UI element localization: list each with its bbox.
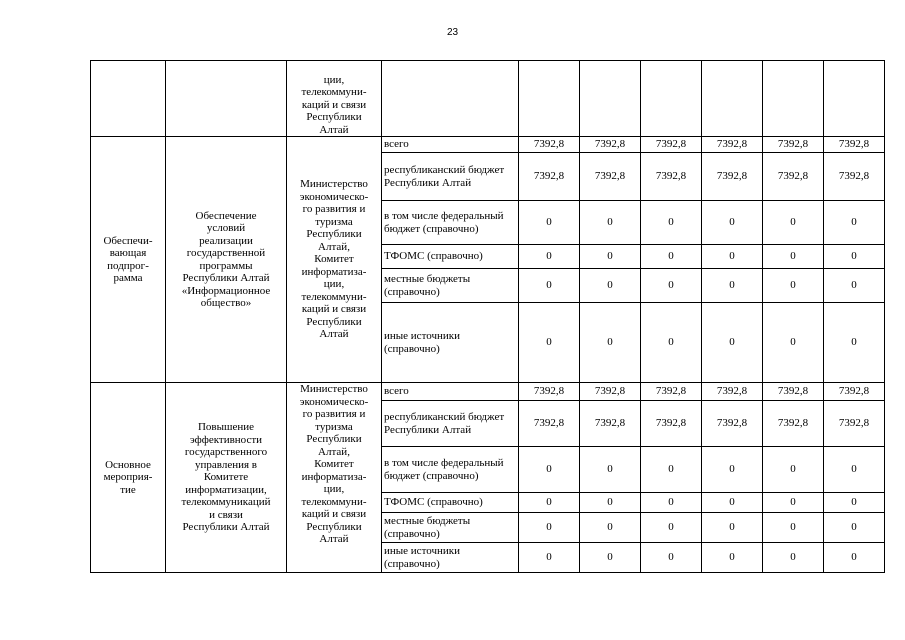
value-cell: 7392,8	[763, 153, 824, 201]
value-cell: 0	[763, 303, 824, 383]
cell-line: телекоммуникаций	[181, 496, 271, 509]
cell-line: общество»	[200, 297, 252, 309]
funding-source-cell: республиканский бюджет Республики Алтай	[382, 153, 519, 201]
value-cell: 0	[641, 513, 702, 543]
cont-empty-cell	[519, 61, 580, 137]
cell-line: Алтай	[319, 533, 349, 545]
value-cell: 0	[824, 493, 885, 513]
value-cell: 0	[702, 269, 763, 303]
cont-empty-cell	[763, 61, 824, 137]
cell-line: информатиза-	[301, 265, 367, 278]
cell-line: ции,	[323, 73, 345, 86]
value-cell: 7392,8	[641, 383, 702, 401]
value-cell: 7392,8	[519, 383, 580, 401]
funding-source-cell: всего	[382, 137, 519, 153]
cell-line: Республики Алтай	[182, 272, 270, 284]
page-number: 23	[446, 27, 459, 38]
value-cell: 0	[763, 447, 824, 493]
value-cell: 0	[824, 245, 885, 269]
cell-line: эффективности	[189, 433, 263, 446]
cell-line: подпрог-	[107, 259, 149, 272]
value-cell: 0	[641, 493, 702, 513]
value-cell: 0	[580, 245, 641, 269]
cell-line: информатиза-	[301, 470, 367, 483]
value-cell: 7392,8	[763, 383, 824, 401]
executor-cell	[287, 383, 382, 573]
value-cell: 0	[519, 245, 580, 269]
cell-line: ции,	[323, 278, 345, 291]
value-cell: 0	[824, 513, 885, 543]
cont-name-cell	[166, 61, 287, 137]
cont-empty-cell	[702, 61, 763, 137]
value-cell: 7392,8	[702, 383, 763, 401]
value-cell: 0	[763, 543, 824, 573]
value-cell: 0	[641, 543, 702, 573]
cell-line: вающая	[109, 247, 147, 259]
value-cell: 7392,8	[519, 137, 580, 153]
value-cell: 0	[641, 447, 702, 493]
value-cell: 7392,8	[519, 401, 580, 447]
cell-line: каций и связи	[301, 98, 367, 111]
value-cell: 0	[702, 543, 763, 573]
funding-source-cell: всего	[382, 383, 519, 401]
value-cell: 0	[580, 447, 641, 493]
value-cell: 0	[824, 201, 885, 245]
value-cell: 0	[580, 269, 641, 303]
cell-line: Республики	[306, 111, 362, 123]
measure-name-cell	[166, 137, 287, 383]
cell-line: Комитете	[203, 471, 249, 484]
cell-line: «Информационное	[181, 284, 271, 297]
value-cell: 0	[641, 269, 702, 303]
funding-source-cell: местные бюджеты (справочно)	[382, 269, 519, 303]
value-cell: 7392,8	[824, 137, 885, 153]
value-cell: 0	[641, 201, 702, 245]
funding-source-cell: иные источники (справочно)	[382, 303, 519, 383]
value-cell: 0	[702, 447, 763, 493]
cell-line: Алтай,	[318, 240, 350, 253]
value-cell: 7392,8	[824, 401, 885, 447]
cell-line: Республики	[306, 433, 362, 445]
value-cell: 7392,8	[641, 401, 702, 447]
value-cell: 7392,8	[580, 401, 641, 447]
value-cell: 0	[580, 201, 641, 245]
cell-line: телекоммуни-	[301, 495, 367, 508]
continuation-row	[91, 61, 885, 137]
value-cell: 7392,8	[763, 401, 824, 447]
value-cell: 0	[519, 543, 580, 573]
cont-status-cell	[91, 61, 166, 137]
value-cell: 7392,8	[824, 383, 885, 401]
cell-line: туризма	[315, 215, 353, 228]
cell-line: телекоммуни-	[301, 86, 367, 98]
cell-line: и связи	[209, 508, 243, 521]
cell-line: Республики	[306, 520, 362, 533]
value-cell: 0	[519, 303, 580, 383]
value-cell: 0	[824, 543, 885, 573]
status-cell	[91, 137, 166, 383]
funding-source-cell: в том числе федеральный бюджет (справочно)	[382, 201, 519, 245]
table-row	[91, 137, 885, 153]
cell-line: Республики Алтай	[182, 521, 270, 534]
cont-empty-cell	[382, 61, 519, 137]
value-cell: 0	[580, 303, 641, 383]
value-cell: 0	[702, 303, 763, 383]
value-cell: 0	[702, 201, 763, 245]
value-cell: 0	[763, 245, 824, 269]
cell-line: тие	[120, 483, 136, 496]
cell-line: го развития и	[302, 408, 366, 420]
funding-source-cell: иные источники (справочно)	[382, 543, 519, 573]
value-cell: 0	[580, 513, 641, 543]
cont-empty-cell	[580, 61, 641, 137]
value-cell: 0	[519, 269, 580, 303]
budget-table	[90, 60, 885, 573]
status-cell	[91, 383, 166, 573]
cell-line: Основное	[105, 458, 151, 471]
value-cell: 0	[702, 513, 763, 543]
cell-line: рамма	[113, 272, 143, 284]
cell-line: программы	[199, 259, 253, 272]
cell-line: Министерство	[300, 178, 368, 191]
cell-line: Министерство	[300, 383, 368, 395]
cell-line: туризма	[315, 420, 353, 433]
cell-line: управления в	[195, 458, 257, 471]
value-cell: 7392,8	[641, 153, 702, 201]
value-cell: 7392,8	[580, 153, 641, 201]
value-cell: 0	[580, 493, 641, 513]
cell-line: мероприя-	[103, 471, 153, 484]
value-cell: 7392,8	[702, 153, 763, 201]
value-cell: 0	[763, 493, 824, 513]
funding-source-cell: ТФОМС (справочно)	[382, 245, 519, 269]
cell-line: Комитет	[314, 458, 354, 470]
cell-line: Алтай	[319, 328, 349, 341]
table-row	[91, 383, 885, 401]
funding-source-cell: республиканский бюджет Республики Алтай	[382, 401, 519, 447]
cell-line: ции,	[323, 483, 345, 495]
value-cell: 0	[519, 447, 580, 493]
value-cell: 0	[519, 493, 580, 513]
value-cell: 0	[702, 493, 763, 513]
cell-line: государственной	[186, 247, 266, 259]
value-cell: 7392,8	[580, 137, 641, 153]
cell-line: Республики	[306, 228, 362, 241]
value-cell: 0	[641, 245, 702, 269]
value-cell: 0	[763, 201, 824, 245]
cell-line: Республики	[306, 315, 362, 328]
value-cell: 0	[702, 245, 763, 269]
cell-line: Обеспечение	[195, 209, 257, 222]
value-cell: 0	[641, 303, 702, 383]
value-cell: 0	[824, 447, 885, 493]
cont-executor-cell	[287, 61, 382, 137]
cell-line: каций и связи	[301, 508, 367, 520]
cell-line: информатизации,	[185, 483, 267, 496]
value-cell: 7392,8	[702, 401, 763, 447]
cell-line: го развития и	[302, 203, 366, 216]
cell-line: телекоммуни-	[301, 290, 367, 303]
executor-cell	[287, 137, 382, 383]
cell-line: экономическо-	[299, 395, 369, 408]
value-cell: 0	[763, 513, 824, 543]
cell-line: государственного	[184, 446, 268, 459]
cont-empty-cell	[641, 61, 702, 137]
cell-line: Комитет	[314, 253, 354, 266]
cont-empty-cell	[824, 61, 885, 137]
cell-line: Алтай	[319, 123, 349, 136]
funding-source-cell: ТФОМС (справочно)	[382, 493, 519, 513]
cell-line: Обеспечи-	[103, 234, 153, 247]
cell-line: экономическо-	[299, 190, 369, 203]
value-cell: 7392,8	[824, 153, 885, 201]
value-cell: 0	[824, 269, 885, 303]
value-cell: 0	[824, 303, 885, 383]
cell-line: Алтай,	[318, 445, 350, 458]
cell-line: каций и связи	[301, 303, 367, 316]
value-cell: 0	[519, 513, 580, 543]
funding-source-cell: в том числе федеральный бюджет (справочно)	[382, 447, 519, 493]
cell-line: Повышение	[197, 421, 255, 434]
value-cell: 7392,8	[580, 383, 641, 401]
value-cell: 0	[763, 269, 824, 303]
value-cell: 7392,8	[519, 153, 580, 201]
value-cell: 0	[519, 201, 580, 245]
cell-line: реализации	[199, 234, 253, 247]
value-cell: 7392,8	[702, 137, 763, 153]
value-cell: 0	[580, 543, 641, 573]
cell-line: условий	[206, 222, 246, 234]
measure-name-cell	[166, 383, 287, 573]
value-cell: 7392,8	[763, 137, 824, 153]
funding-source-cell: местные бюджеты (справочно)	[382, 513, 519, 543]
value-cell: 7392,8	[641, 137, 702, 153]
budget-table-body	[91, 61, 885, 573]
